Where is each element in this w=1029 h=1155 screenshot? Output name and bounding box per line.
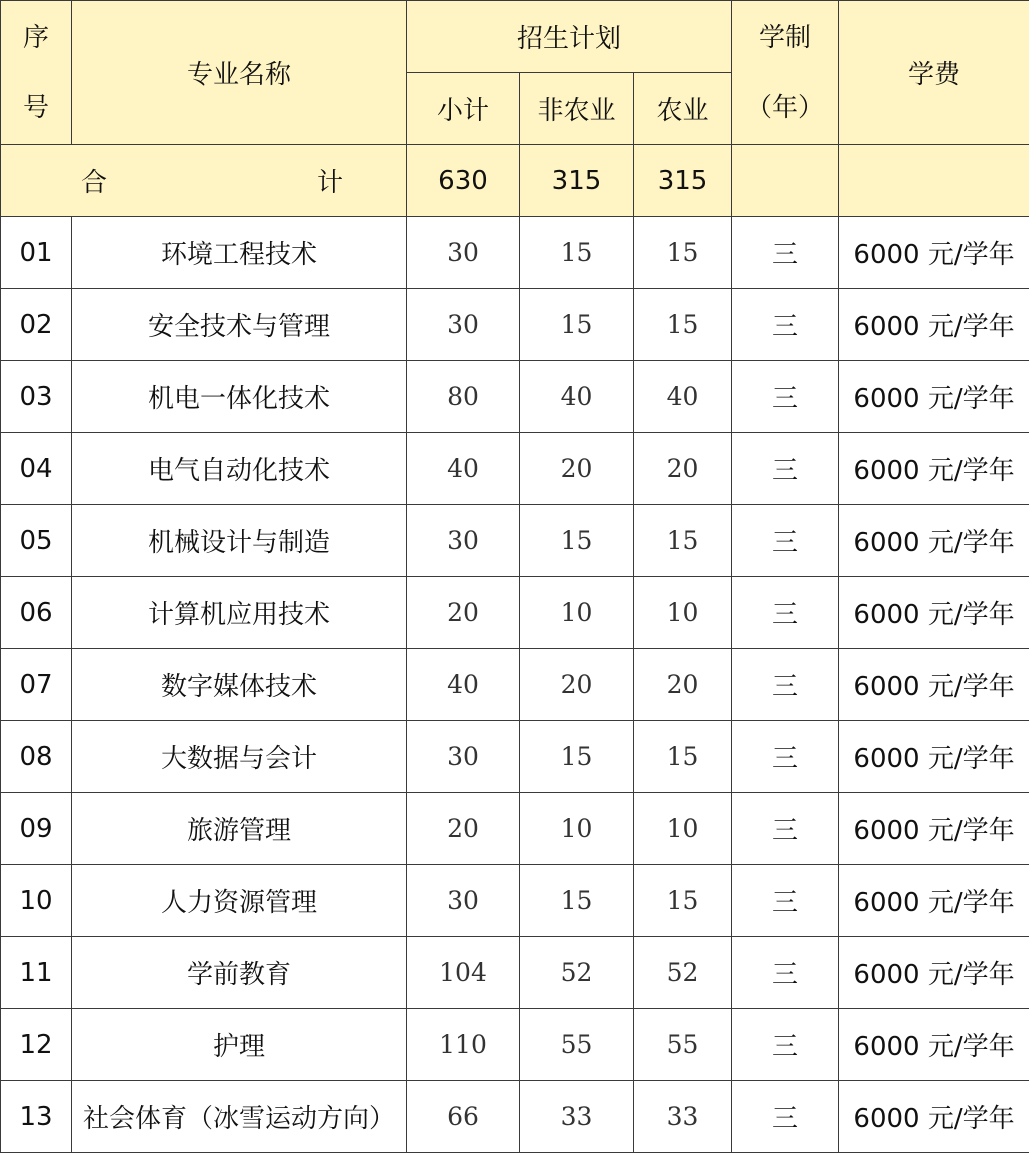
header-non-agri: 非农业 [520,73,634,145]
cell-subtotal: 80 [407,361,520,433]
cell-subtotal: 66 [407,1081,520,1153]
cell-fee: 6000 元/学年 [839,433,1029,505]
cell-non-agri: 15 [520,721,634,793]
cell-subtotal: 110 [407,1009,520,1081]
cell-years: 三 [732,1009,839,1081]
table-row [1,217,1029,289]
header-fee: 学费 [839,1,1029,145]
cell-major: 人力资源管理 [72,865,407,937]
cell-years: 三 [732,937,839,1009]
total-non-agri: 315 [520,145,634,217]
cell-seq: 12 [1,1009,72,1081]
total-fee-empty [839,145,1029,217]
cell-agri: 15 [634,289,732,361]
cell-years: 三 [732,505,839,577]
cell-seq: 11 [1,937,72,1009]
header-major-name: 专业名称 [72,1,407,145]
cell-agri: 20 [634,649,732,721]
cell-fee: 6000 元/学年 [839,721,1029,793]
cell-agri: 15 [634,721,732,793]
header-subtotal: 小计 [407,73,520,145]
header-duration-line2: （年） [746,92,825,123]
cell-fee: 6000 元/学年 [839,649,1029,721]
cell-major: 机械设计与制造 [72,505,407,577]
cell-fee: 6000 元/学年 [839,505,1029,577]
cell-seq: 07 [1,649,72,721]
cell-years: 三 [732,1081,839,1153]
cell-years: 三 [732,721,839,793]
total-label [1,145,407,217]
cell-non-agri: 10 [520,793,634,865]
table-row [1,1081,1029,1153]
cell-major: 计算机应用技术 [72,577,407,649]
cell-seq: 09 [1,793,72,865]
cell-major: 旅游管理 [72,793,407,865]
header-seq-line2: 号 [22,92,49,123]
total-row [1,145,1029,217]
header-duration-line1: 学制 [759,22,812,53]
table-header [1,1,1029,145]
cell-seq: 10 [1,865,72,937]
cell-years: 三 [732,793,839,865]
cell-seq: 06 [1,577,72,649]
cell-seq: 13 [1,1081,72,1153]
total-subtotal: 630 [407,145,520,217]
cell-subtotal: 104 [407,937,520,1009]
cell-non-agri: 20 [520,433,634,505]
cell-years: 三 [732,289,839,361]
cell-non-agri: 33 [520,1081,634,1153]
cell-fee: 6000 元/学年 [839,361,1029,433]
cell-agri: 10 [634,793,732,865]
cell-agri: 10 [634,577,732,649]
cell-agri: 20 [634,433,732,505]
cell-years: 三 [732,577,839,649]
total-label-left: 合 [81,168,108,198]
cell-non-agri: 52 [520,937,634,1009]
cell-years: 三 [732,865,839,937]
cell-major: 机电一体化技术 [72,361,407,433]
table-row [1,361,1029,433]
header-agri: 农业 [634,73,732,145]
cell-non-agri: 55 [520,1009,634,1081]
cell-subtotal: 30 [407,217,520,289]
cell-years: 三 [732,217,839,289]
header-seq-line1: 序 [22,22,49,53]
cell-seq: 01 [1,217,72,289]
cell-non-agri: 10 [520,577,634,649]
total-years-empty [732,145,839,217]
cell-seq: 03 [1,361,72,433]
cell-agri: 15 [634,217,732,289]
cell-agri: 40 [634,361,732,433]
cell-major: 电气自动化技术 [72,433,407,505]
cell-agri: 15 [634,505,732,577]
cell-agri: 33 [634,1081,732,1153]
table-row [1,1009,1029,1081]
table-row [1,793,1029,865]
cell-fee: 6000 元/学年 [839,793,1029,865]
cell-years: 三 [732,433,839,505]
cell-subtotal: 40 [407,433,520,505]
table-row [1,649,1029,721]
total-agri: 315 [634,145,732,217]
cell-non-agri: 15 [520,289,634,361]
header-duration [732,1,839,145]
table-row [1,505,1029,577]
cell-subtotal: 20 [407,793,520,865]
cell-subtotal: 30 [407,289,520,361]
cell-major: 大数据与会计 [72,721,407,793]
cell-fee: 6000 元/学年 [839,865,1029,937]
cell-fee: 6000 元/学年 [839,1009,1029,1081]
table-row [1,289,1029,361]
table-row [1,721,1029,793]
cell-subtotal: 20 [407,577,520,649]
cell-years: 三 [732,649,839,721]
cell-years: 三 [732,361,839,433]
cell-major: 学前教育 [72,937,407,1009]
header-seq [1,1,72,145]
table-row [1,865,1029,937]
cell-non-agri: 20 [520,649,634,721]
cell-non-agri: 15 [520,865,634,937]
cell-subtotal: 30 [407,505,520,577]
cell-major: 数字媒体技术 [72,649,407,721]
header-plan: 招生计划 [407,1,732,73]
cell-major: 环境工程技术 [72,217,407,289]
cell-fee: 6000 元/学年 [839,217,1029,289]
cell-fee: 6000 元/学年 [839,289,1029,361]
cell-agri: 55 [634,1009,732,1081]
cell-major: 社会体育（冰雪运动方向） [72,1081,407,1153]
cell-fee: 6000 元/学年 [839,937,1029,1009]
cell-non-agri: 15 [520,505,634,577]
total-label-right: 计 [317,168,344,198]
cell-fee: 6000 元/学年 [839,577,1029,649]
cell-non-agri: 15 [520,217,634,289]
table-row [1,937,1029,1009]
cell-seq: 08 [1,721,72,793]
cell-seq: 02 [1,289,72,361]
table-row [1,577,1029,649]
table-row [1,433,1029,505]
cell-fee: 6000 元/学年 [839,1081,1029,1153]
cell-subtotal: 30 [407,865,520,937]
cell-agri: 15 [634,865,732,937]
cell-seq: 05 [1,505,72,577]
table-body [1,145,1029,1153]
cell-subtotal: 30 [407,721,520,793]
cell-major: 安全技术与管理 [72,289,407,361]
cell-non-agri: 40 [520,361,634,433]
cell-subtotal: 40 [407,649,520,721]
cell-major: 护理 [72,1009,407,1081]
cell-seq: 04 [1,433,72,505]
cell-agri: 52 [634,937,732,1009]
